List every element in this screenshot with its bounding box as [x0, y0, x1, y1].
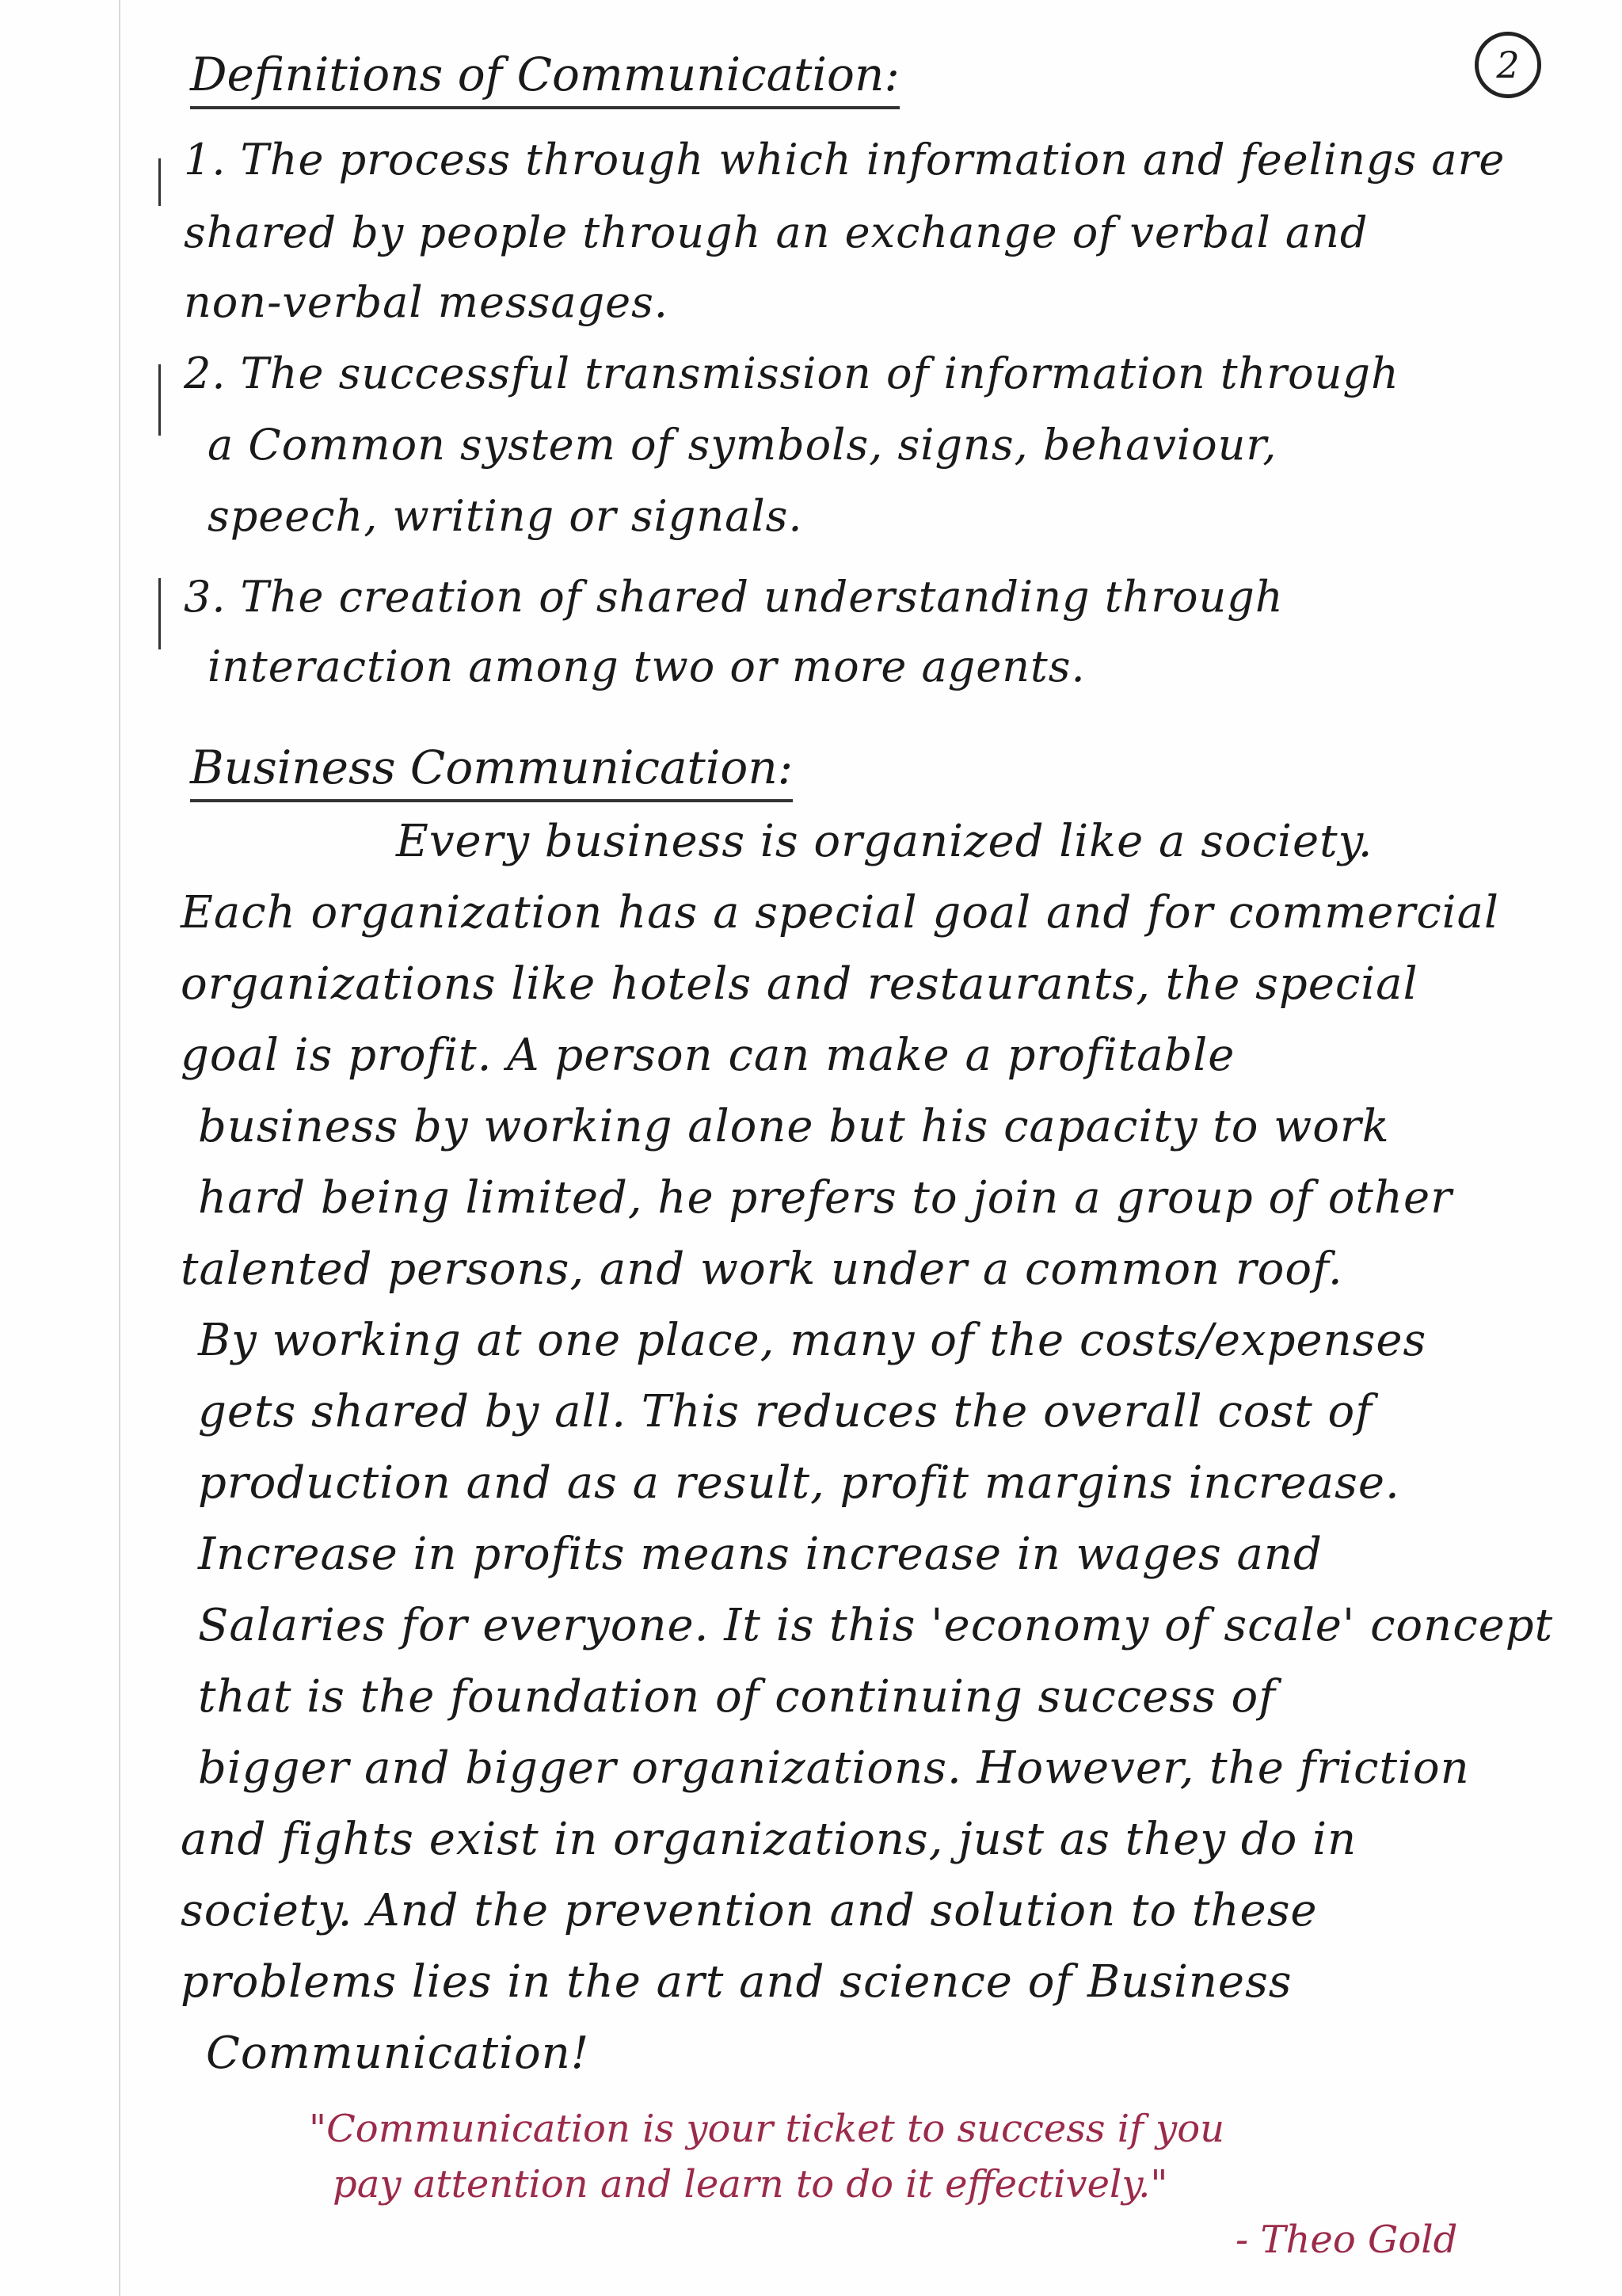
definition-line: 1. The process through which information and feelings are: [184, 135, 1506, 185]
business-line: problems lies in the art and science of Business: [181, 1956, 1293, 2008]
page-number: 2: [1475, 32, 1541, 98]
quote-line: "Communication is your ticket to success if you: [309, 2107, 1225, 2151]
margin-tick: [158, 364, 161, 436]
business-line: Communication!: [206, 2028, 590, 2079]
business-line: business by working alone but his capacity to work: [198, 1101, 1390, 1152]
definition-line: 2. The successful transmission of information through: [184, 348, 1399, 398]
business-line: Every business is organized like a society.: [396, 816, 1373, 867]
business-line: Salaries for everyone. It is this 'economy of scale' concept: [198, 1600, 1554, 1651]
business-line: goal is profit. A person can make a profitable: [181, 1030, 1236, 1081]
quote-author: - Theo Gold: [1236, 2218, 1458, 2262]
definitions-heading: Definitions of Communication:: [190, 48, 900, 109]
business-line: By working at one place, many of the costs/expenses: [198, 1315, 1427, 1366]
business-line: gets shared by all. This reduces the overall cost of: [198, 1386, 1373, 1437]
business-line: that is the foundation of continuing success of: [198, 1671, 1276, 1723]
definition-line: speech, writing or signals.: [208, 491, 803, 541]
definition-line: 3. The creation of shared understanding through: [184, 572, 1284, 622]
business-line: production and as a result, profit margins increase.: [198, 1457, 1400, 1509]
quote-line: pay attention and learn to do it effectively.": [333, 2162, 1168, 2207]
definition-line: interaction among two or more agents.: [208, 642, 1086, 691]
margin-tick: [158, 578, 161, 649]
business-line: organizations like hotels and restaurants, the special: [181, 958, 1418, 1010]
margin-line: [119, 0, 120, 2296]
business-line: Increase in profits means increase in wages and: [198, 1529, 1323, 1580]
margin-tick: [158, 158, 161, 206]
definition-line: non-verbal messages.: [184, 277, 668, 327]
business-line: hard being limited, he prefers to join a group of other: [198, 1172, 1453, 1224]
business-line: Each organization has a special goal and for commercial: [181, 887, 1499, 939]
business-line: society. And the prevention and solution to these: [181, 1885, 1318, 1936]
business-heading: Business Communication:: [190, 741, 793, 802]
business-line: and fights exist in organizations, just as they do in: [181, 1814, 1357, 1865]
business-line: bigger and bigger organizations. However, the friction: [198, 1742, 1470, 1794]
business-line: talented persons, and work under a common roof.: [181, 1243, 1343, 1295]
definition-line: a Common system of symbols, signs, behaviour,: [208, 420, 1277, 470]
definition-line: shared by people through an exchange of verbal and: [184, 208, 1369, 257]
